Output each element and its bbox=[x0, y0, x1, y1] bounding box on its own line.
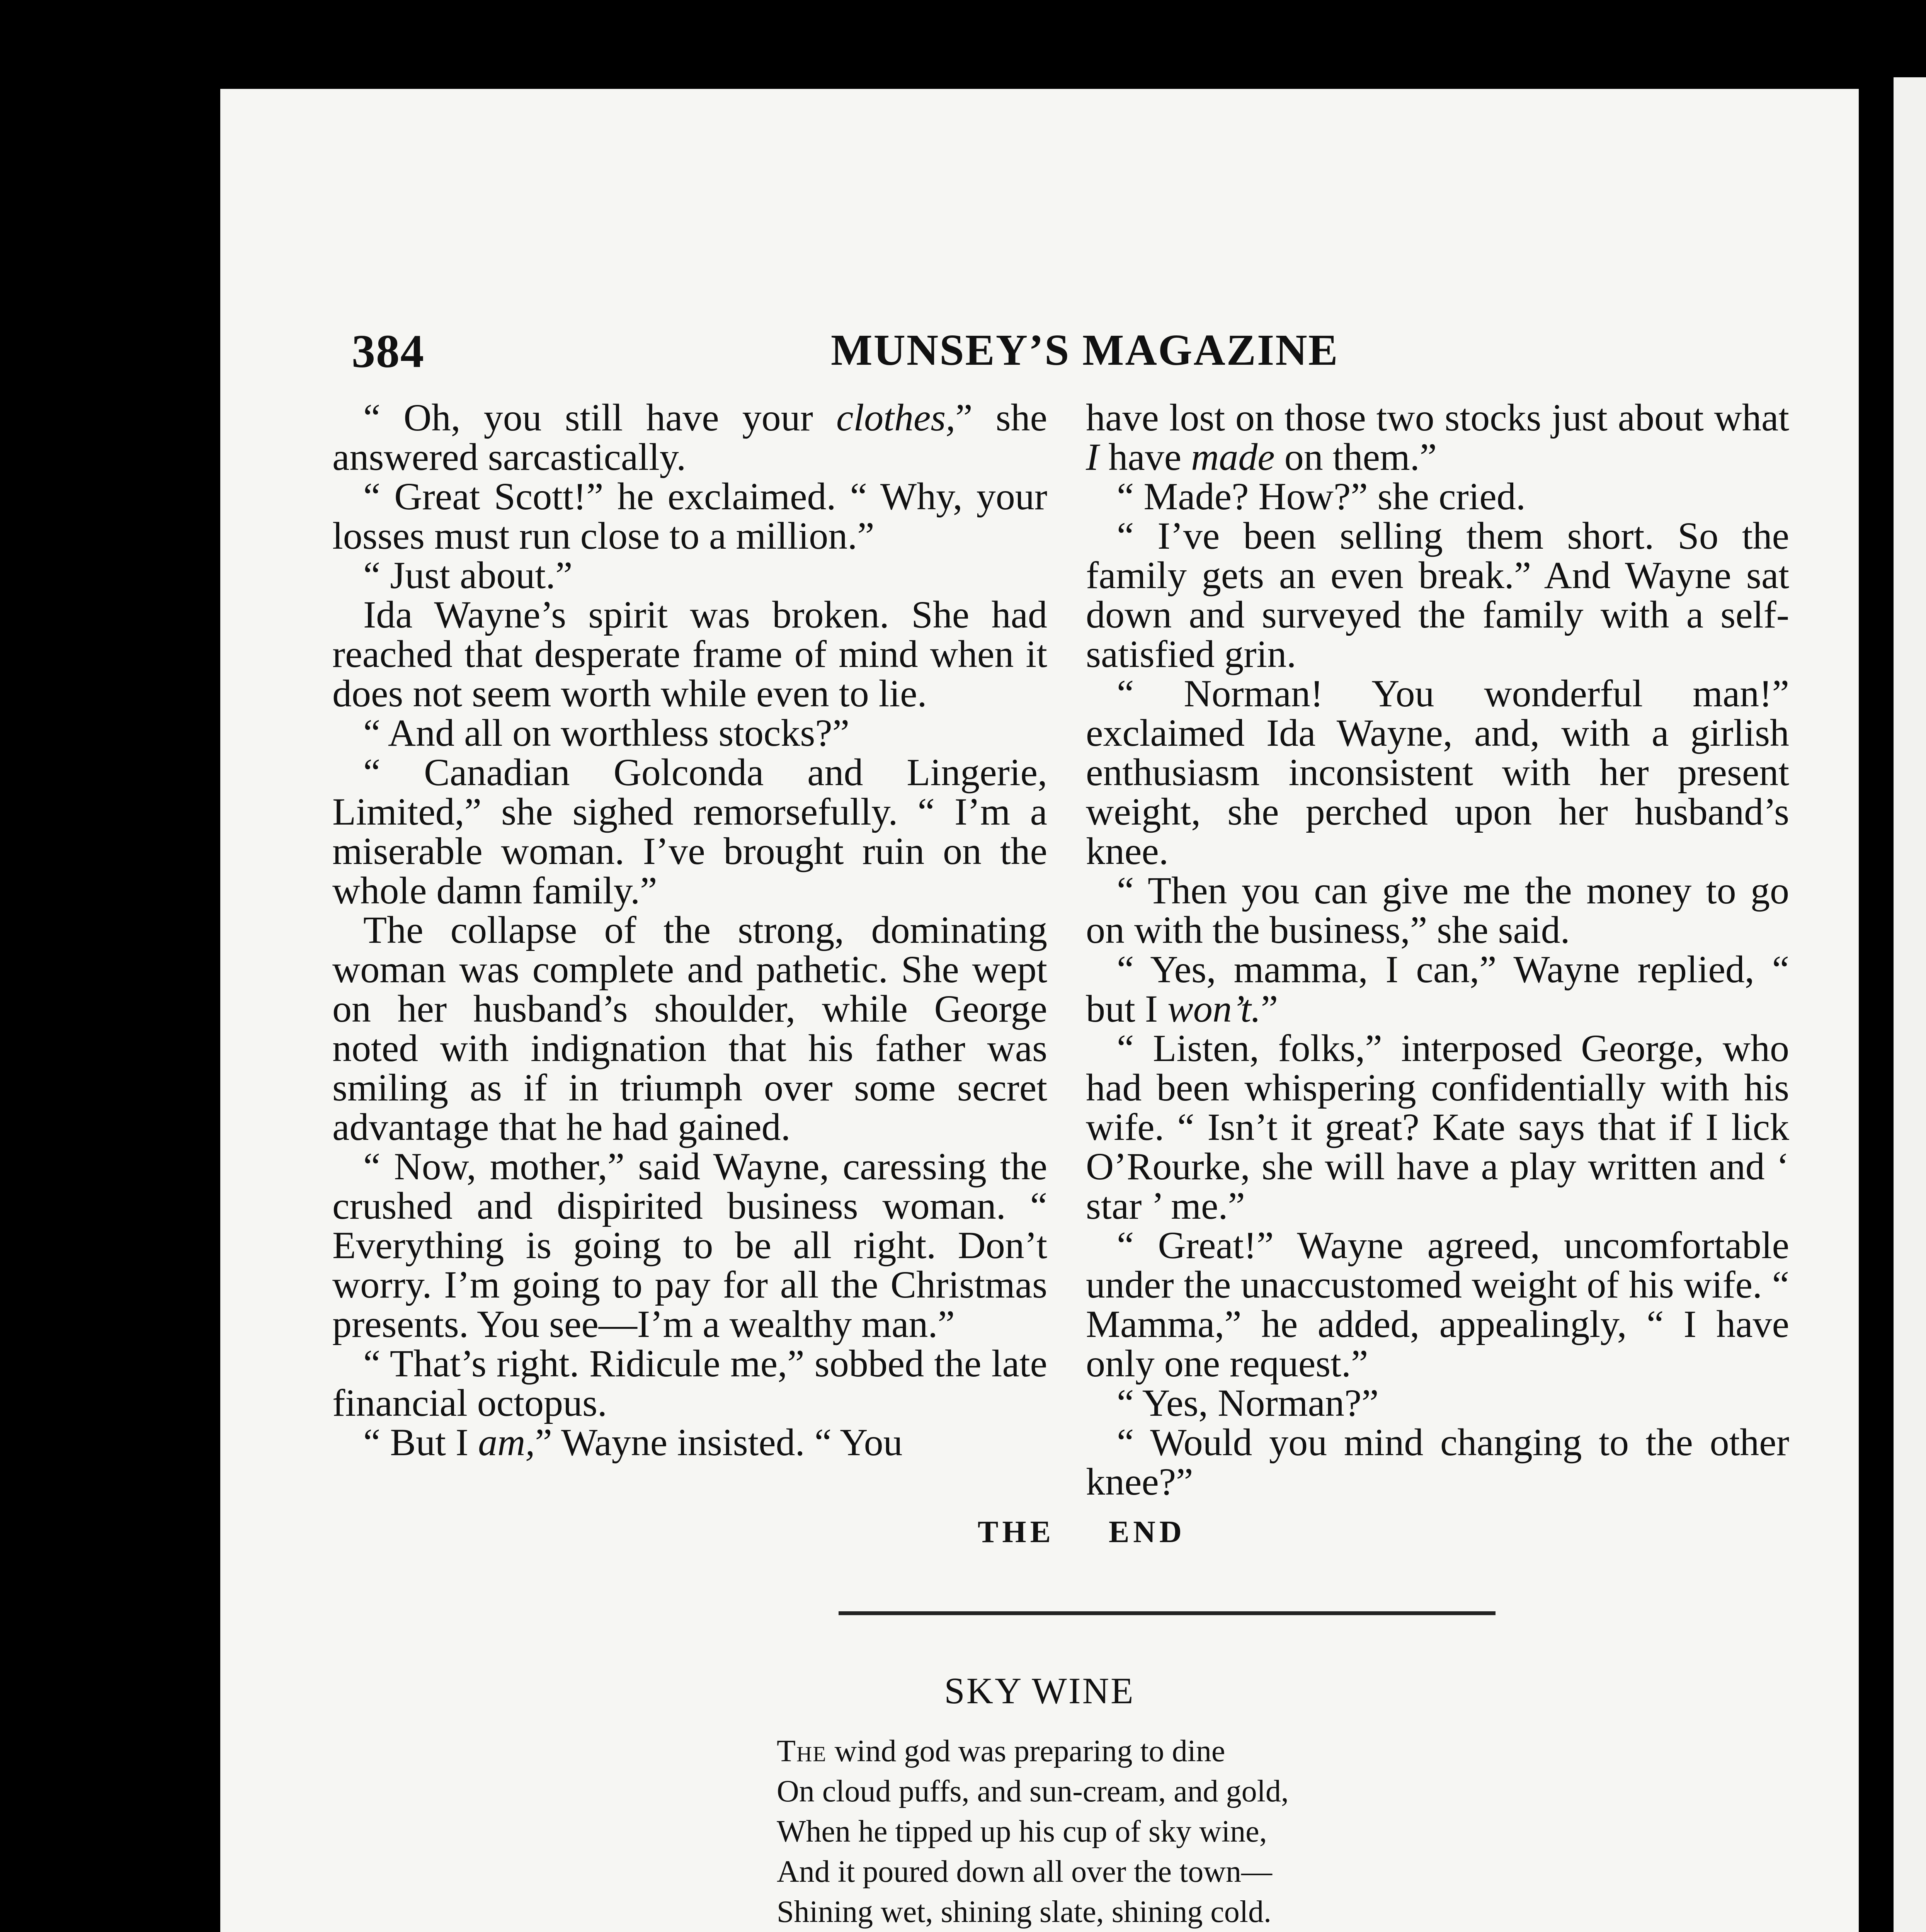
poem-line: On cloud puffs, and sun-cream, and gold, bbox=[777, 1774, 1289, 1808]
story-paragraph: “ Great!” Wayne agreed, uncomfortable under the unaccustomed weight of his wife. “ Mamma,” he added, appealingly, “ I have only one request.” bbox=[1086, 1224, 1789, 1385]
story-paragraph: “ Great Scott!” he exclaimed. “ Why, your losses must run close to a million.” bbox=[332, 475, 1047, 557]
story-paragraph: “ Listen, folks,” interposed George, who had been whispering confidentially with his wife. “ Isn’t it great? Kate says that if I lick O’Rourke, she will have a play written and ‘ star ’ me.” bbox=[1086, 1027, 1789, 1227]
story-paragraph: “ But I am,” Wayne insisted. “ You bbox=[363, 1421, 903, 1464]
poem-body bbox=[777, 1731, 1743, 1932]
story-paragraph: “ Canadian Golconda and Lingerie, Limited,” she sighed remorsefully. “ I’m a miserable woman. I’ve brought ruin on the whole damn family.” bbox=[332, 751, 1047, 912]
story-paragraph: “ Now, mother,” said Wayne, caressing the crushed and dispirited business woman. “ Everything is going to be all right. Don’t worry. I’m going to pay for all the Christmas presents. You see—I’m a wealthy man.” bbox=[332, 1145, 1047, 1345]
poem-line: Shining wet, shining slate, shining cold. bbox=[777, 1895, 1271, 1929]
adjacent-page-edge bbox=[1894, 77, 1926, 1932]
story-column-right bbox=[1086, 398, 1789, 1502]
the-end-mark: THE END bbox=[978, 1515, 1186, 1549]
story-paragraph: “ Yes, Norman?” bbox=[1117, 1381, 1379, 1424]
emphasis: made bbox=[1191, 435, 1275, 478]
page-number: 384 bbox=[352, 325, 425, 378]
magazine-page bbox=[220, 89, 1859, 1932]
story-paragraph: “ Norman! You wonderful man!” exclaimed Ida Wayne, and, with a girlish enthusiasm inconsistent with her present weight, she perched upon her husband’s knee. bbox=[1086, 672, 1789, 872]
running-head: MUNSEY’S MAGAZINE bbox=[831, 325, 1339, 374]
story-paragraph: “ Oh, you still have your clothes,” she answered sarcastically. bbox=[332, 396, 1047, 478]
story-paragraph: “ Would you mind changing to the other knee?” bbox=[1086, 1421, 1789, 1503]
story-paragraph: “ Made? How?” she cried. bbox=[1117, 475, 1526, 518]
poem-line: And it poured down all over the town— bbox=[777, 1855, 1272, 1889]
emphasis: clothes, bbox=[836, 396, 956, 439]
poem-stanza bbox=[777, 1731, 1743, 1932]
section-divider bbox=[839, 1611, 1496, 1615]
story-paragraph: The collapse of the strong, dominating woman was complete and pathetic. She wept on her husband’s shoulder, while George noted with indignation that his father was smiling as if in triumph over some secret advantage that he had gained. bbox=[332, 908, 1047, 1148]
story-paragraph: “ Just about.” bbox=[363, 554, 573, 597]
poem-first-word: The bbox=[777, 1734, 827, 1768]
story-column-left bbox=[332, 398, 1047, 1462]
story-paragraph: “ Then you can give me the money to go on with the business,” she said. bbox=[1086, 869, 1789, 951]
emphasis: I bbox=[1086, 435, 1099, 478]
story-paragraph: Ida Wayne’s spirit was broken. She had reached that desperate frame of mind when it does not seem worth while even to lie. bbox=[332, 593, 1047, 715]
poem-line: When he tipped up his cup of sky wine, bbox=[777, 1815, 1267, 1849]
emphasis: won’t. bbox=[1167, 987, 1261, 1030]
story-paragraph: “ I’ve been selling them short. So the family gets an even break.” And Wayne sat down and surveyed the family with a self-satisfied grin. bbox=[1086, 514, 1789, 675]
story-paragraph: “ That’s right. Ridicule me,” sobbed the late financial octopus. bbox=[332, 1342, 1047, 1424]
emphasis: am, bbox=[478, 1421, 535, 1464]
story-paragraph: have lost on those two stocks just about what I have made on them.” bbox=[1086, 396, 1789, 478]
page-header bbox=[220, 232, 1859, 378]
poem-line: The wind god was preparing to dine bbox=[777, 1734, 1225, 1768]
poem-title: SKY WINE bbox=[944, 1670, 1135, 1711]
story-paragraph: “ Yes, mamma, I can,” Wayne replied, “ but I won’t.” bbox=[1086, 948, 1789, 1030]
story-paragraph: “ And all on worthless stocks?” bbox=[363, 711, 850, 754]
